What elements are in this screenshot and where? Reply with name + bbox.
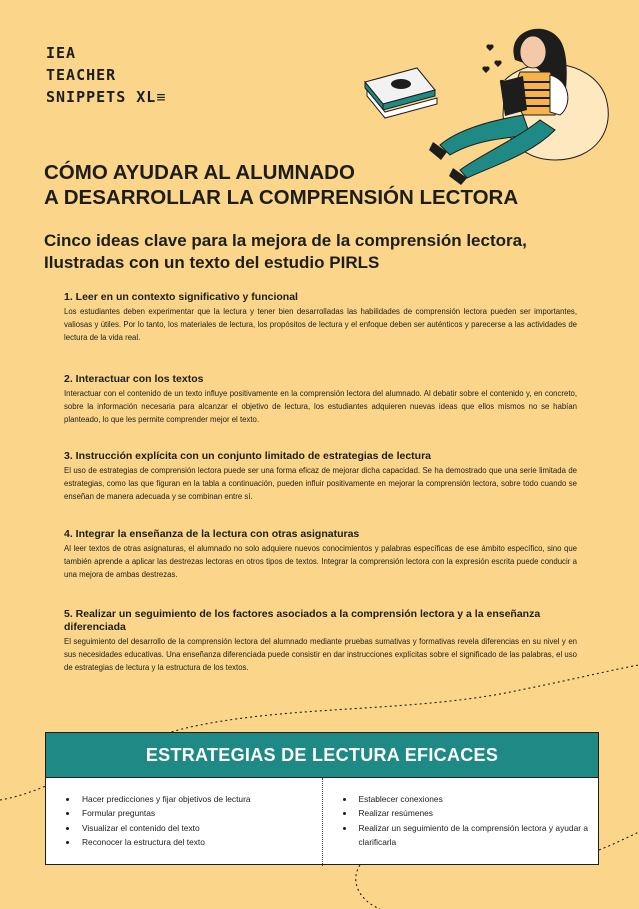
subtitle-line-1: Cinco ideas clave para la mejora de la comprensión lectora, [44,231,527,250]
strategy-item: • Establecer conexiones [355,792,599,806]
page-title [44,160,604,210]
key-ideas-list [64,291,577,675]
idea-heading: 2. Interactuar con los textos [64,373,204,385]
idea-heading: 3. Instrucción explícita con un conjunto limitado de estrategias de lectura [64,450,431,462]
strategies-box [45,732,599,865]
strategies-right-column [323,778,599,866]
idea-heading: 5. Realizar un seguimiento de los factores asociados a la comprensión lectora y a la enseñanza diferenciada [64,608,541,633]
idea-body: El seguimiento del desarrollo de la comprensión lectora del alumnado mediante pruebas sumativas y formativas revela diferencias en su nivel y en sus necesidades educativas. Una enseñanza diferenciada puede consistir en dar instrucciones explícitas sobre el significado de las palabras, el uso de estrategias de lectura y la estructura de los textos. [64,637,577,673]
books-icon [365,68,437,118]
idea-item [64,291,577,373]
idea-body: Interactuar con el contenido de un texto influye positivamente en la comprensión lectora del alumnado. Al debatir sobre el contenido y, en concreto, sobre la información necesaria para alcanzar el objetivo de lectura, los estudiantes adquieren nuevas ideas que ellos mismos no se habían planteado, lo que les permite comprender mejor el texto. [64,389,577,425]
idea-item [64,608,577,675]
strategy-item: • Visualizar el contenido del texto [78,821,322,835]
idea-heading: 4. Integrar la enseñanza de la lectura con otras asignaturas [64,528,360,540]
strategies-left-column [46,778,323,866]
strategy-item: • Realizar resúmenes [355,806,599,820]
strategy-item: • Formular preguntas [78,806,322,820]
idea-item [64,373,577,450]
strategy-item: • Hacer predicciones y fijar objetivos de lectura [78,792,322,806]
idea-body: Los estudiantes deben experimentar que la lectura y tener bien desarrolladas las habilidades de comprensión lectora pueden ser importantes, valiosas y útiles. Por lo tanto, los materiales de lectura, los propósitos de lectura y el enfoque deben ser auténticos y parecerse a las actividades de lectura de la vida real. [64,307,577,343]
strategies-title: ESTRATEGIAS DE LECTURA EFICACES [46,733,598,778]
hearts-icon [482,44,504,84]
logo-line-1: IEA [46,44,77,62]
idea-body: El uso de estrategias de comprensión lectora puede ser una forma eficaz de mejorar dicha capacidad. Se ha demostrado que una serie limitada de estrategias, como las que figuran en la tabla a continuación, pueden influir positivamente en mejorar la comprensión lectora, sobre todo cuando se enseñan de manera adecuada y se combinan entre sí. [64,466,577,502]
strategy-item: • Reconocer la estructura del texto [78,835,322,849]
logo-line-2: TEACHER [46,66,117,84]
idea-heading: 1. Leer en un contexto significativo y funcional [64,291,298,303]
title-line-1: CÓMO AYUDAR AL ALUMNADO [44,161,355,184]
title-line-2: A DESARROLLAR LA COMPRENSIÓN LECTORA [44,186,519,209]
page-subtitle [44,230,604,274]
iea-teacher-snippets-logo [46,42,166,108]
idea-body: Al leer textos de otras asignaturas, el alumnado no solo adquiere nuevos conocimientos y palabras específicas de ese ámbito específico, sino que también aprende a aplicar las destrezas lectoras en otros tipos de textos. Integrar la comprensión lectora con la expresión escrita puede conducir a una mejora de ambas destrezas. [64,544,577,580]
idea-item [64,528,577,608]
logo-line-3: SNIPPETS XL [46,88,157,106]
strategy-item: • Realizar un seguimiento de la comprensión lectora y ayudar a clarificarla [355,821,599,850]
logo-mark-icon: ≡ [156,88,167,106]
subtitle-line-2: Ilustradas con un texto del estudio PIRLS [44,253,380,272]
idea-item [64,450,577,528]
